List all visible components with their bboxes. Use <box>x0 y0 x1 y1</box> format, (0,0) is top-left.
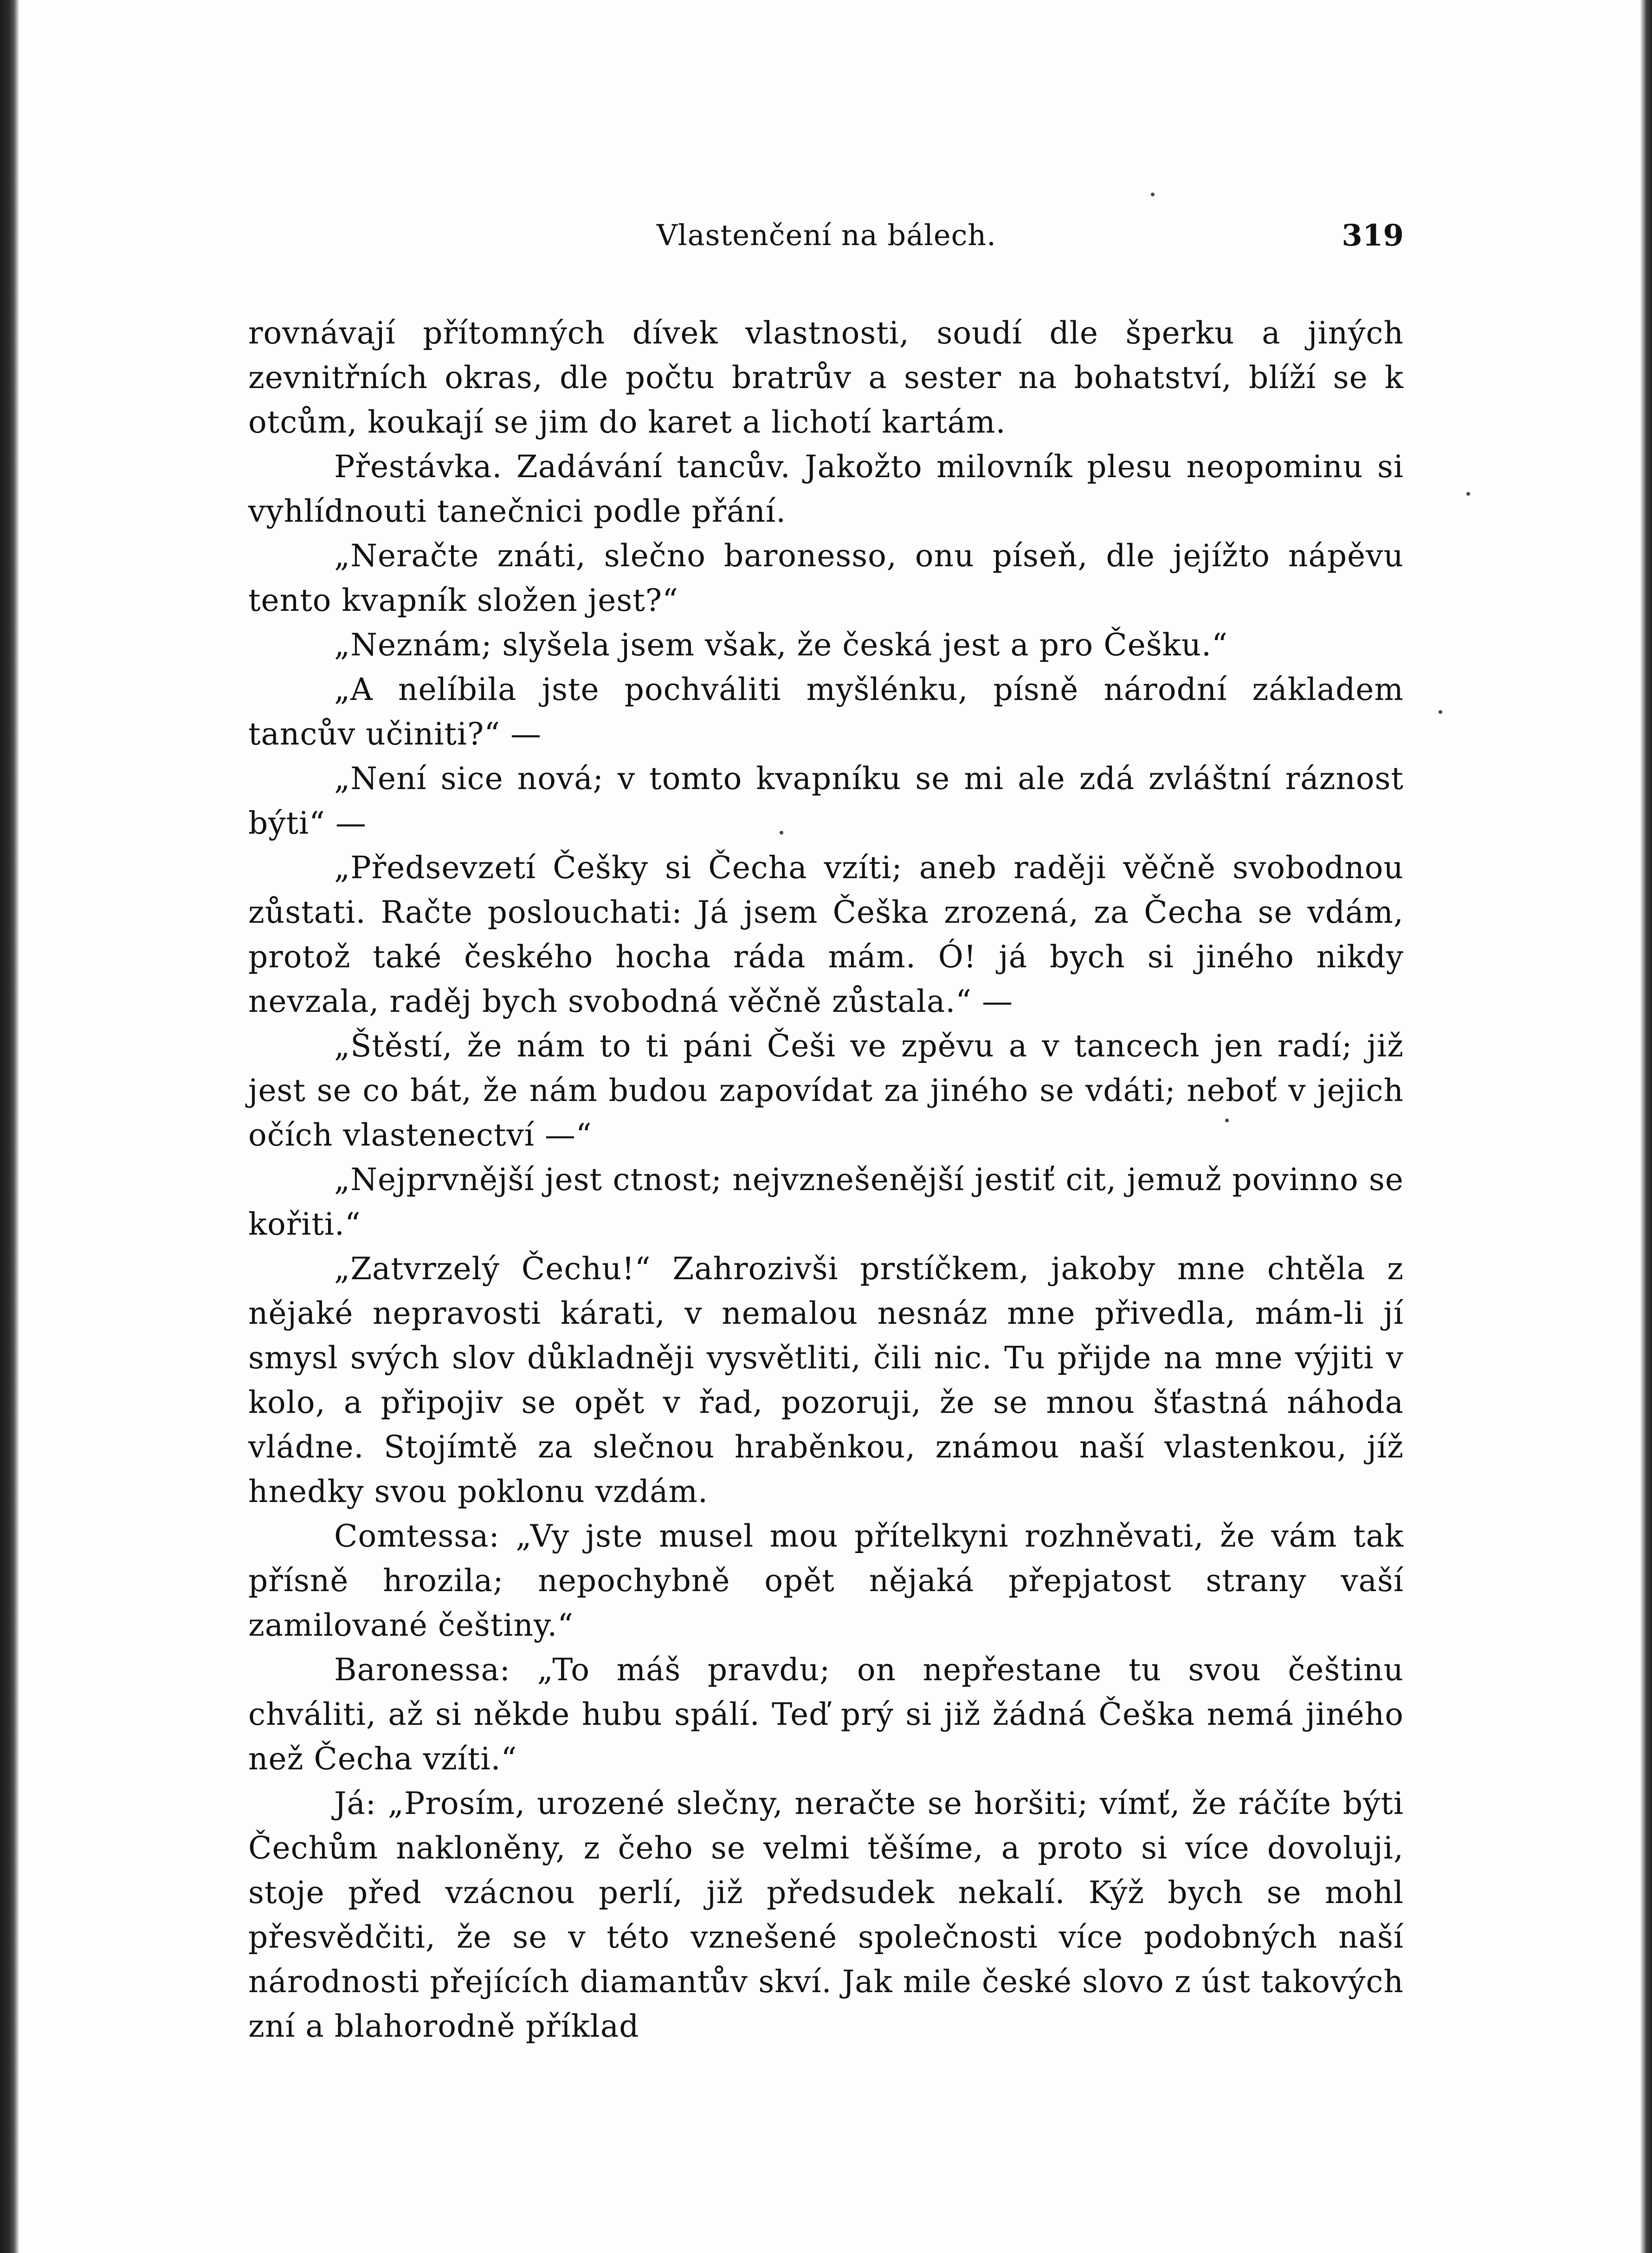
scan-speck <box>1466 492 1470 496</box>
paragraph: „Neznám; slyšela jsem však, že česká jest a pro Češku.“ <box>334 627 1228 663</box>
paragraph: Baronessa: „To máš pravdu; on nepřestane tu svou češtinu chváliti, až si někde hubu spálí. Teď prý si již žádná Češka nemá jiného než Čecha vzíti.“ <box>248 1652 1404 1777</box>
paragraph: „Předsevzetí Češky si Čecha vzíti; aneb raději věčně svobodnou zůstati. Račte poslouchati: Já jsem Češka zrozená, za Čecha se vdám, protož také českého hocha ráda mám. Ó! já bych si jiného nikdy nevzala, raděj bych svobodná věčně zůstala.“ — <box>248 850 1404 1019</box>
scan-edge-right <box>1640 0 1652 2253</box>
body-text <box>248 311 1404 2049</box>
paragraph: Já: „Prosím, urozené slečny, neračte se horšiti; vímť, že ráčíte býti Čechům nakloněny, z čeho se velmi těšíme, a proto si více dovoluji, stoje před vzácnou perlí, již předsudek nekalí. Kýž bych se mohl přesvědčiti, že se v této vznešené společnosti více podobných naší národnosti přejících diamantův skví. Jak mile české slovo z úst takových zní a blahorodně příklad <box>248 1786 1404 2044</box>
paragraph: „Neračte znáti, slečno baronesso, onu píseň, dle jejížto nápěvu tento kvapník složen jest?“ <box>248 538 1404 618</box>
scan-speck <box>1439 710 1442 714</box>
running-title: Vlastenčení na bálech. <box>657 218 996 252</box>
paragraph: rovnávají přítomných dívek vlastnosti, soudí dle šperku a jiných zevnitřních okras, dle počtu bratrův a sester na bohatství, blíží se k otcům, koukají se jim do karet a lichotí kartám. <box>248 315 1404 440</box>
scan-speck <box>1151 193 1155 196</box>
paragraph: „Zatvrzelý Čechu!“ Zahrozivši prstíčkem, jakoby mne chtěla z nějaké nepravosti kárati, v nemalou nesnáz mne přivedla, mám-li jí smysl svých slov důkladněji vysvětliti, čili nic. Tu přijde na mne výjiti v kolo, a připojiv se opět v řad, pozoruji, že se mnou šťastná náhoda vládne. Stojímtě za slečnou hraběnkou, známou naší vlastenkou, jíž hnedky svou poklonu vzdám. <box>248 1251 1404 1509</box>
page-header <box>248 218 1404 255</box>
paragraph: „A nelíbila jste pochváliti myšlénku, písně národní základem tancův učiniti?“ — <box>248 672 1404 752</box>
paragraph: Přestávka. Zadávání tancův. Jakožto milovník plesu neopominu si vyhlídnouti tanečnici podle přání. <box>248 449 1404 529</box>
paragraph: Comtessa: „Vy jste musel mou přítelkyni rozhněvati, že vám tak přísně hrozila; nepochybně opět nějaká přepjatost strany vaší zamilované češtiny.“ <box>248 1518 1404 1643</box>
page-number: 319 <box>1342 218 1404 253</box>
paragraph: „Štěstí, že nám to ti páni Češi ve zpěvu a v tancech jen radí; již jest se co bát, že nám budou zapovídat za jiného se vdáti; neboť v jejich očích vlastenectví —“ <box>248 1028 1404 1153</box>
paragraph: „Nejprvnější jest ctnost; nejvznešenější jestiť cit, jemuž povinno se kořiti.“ <box>248 1162 1404 1242</box>
paragraph: „Není sice nová; v tomto kvapníku se mi ale zdá zvláštní ráznost býti“ — <box>248 761 1404 841</box>
scan-edge-left <box>0 0 19 2253</box>
